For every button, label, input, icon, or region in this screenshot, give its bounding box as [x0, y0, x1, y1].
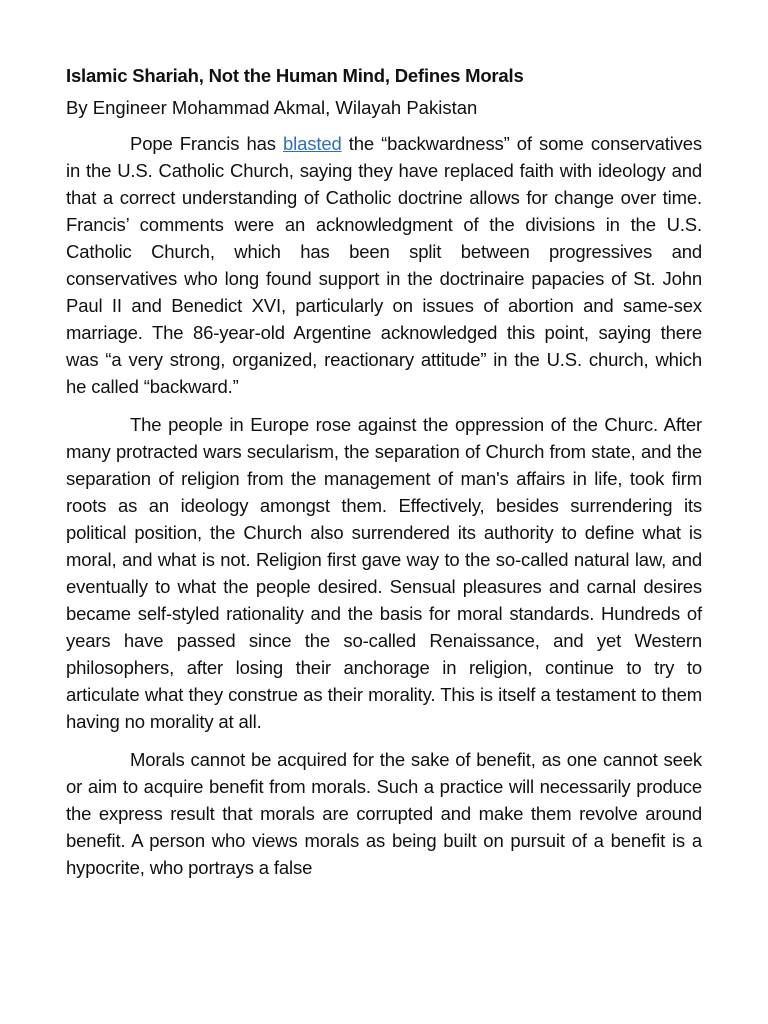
paragraph-1: [66, 130, 702, 400]
blasted-link[interactable]: blasted: [283, 133, 342, 154]
author-byline: By Engineer Mohammad Akmal, Wilayah Pakistan: [66, 97, 478, 118]
paragraph-1-intro: Pope Francis has: [130, 133, 284, 154]
document-title: Islamic Shariah, Not the Human Mind, Defines Morals: [66, 65, 524, 86]
paragraph-2: The people in Europe rose against the oppression of the Churc. After many protracted wars secularism, the separation of Church from state, and the separation of religion from the management of man's affairs in life, took firm roots as an ideology amongst them. Effectively, besides surrendering its political position, the Church also surrendered its authority to define what is moral, and what is not. Religion first gave way to the so-called natural law, and eventually to what the people desired. Sensual pleasures and carnal desires became self-styled rationality and the basis for moral standards. Hundreds of years have passed since the so-called Renaissance, and yet Western philosophers, after losing their anchorage in religion, continue to try to articulate what they construe as their morality. This is itself a testament to them having no morality at all.: [66, 414, 702, 732]
paragraph-3: Morals cannot be acquired for the sake of benefit, as one cannot seek or aim to acquire benefit from morals. Such a practice will necessarily produce the express result that morals are corrupted and make them revolve around benefit. A person who views morals as being built on pursuit of a benefit is a hypocrite, who portrays a false: [66, 749, 702, 878]
document-page: [66, 64, 702, 892]
paragraph-1-body: the “backwardness” of some conservatives in the U.S. Catholic Church, saying they have replaced faith with ideology and that a correct understanding of Catholic doctrine allows for change over time. Francis’ comments were an acknowledgment of the divisions in the U.S. Catholic Church, which has been split between progressives and conservatives who long found support in the doctrinaire papacies of St. John Paul II and Benedict XVI, particularly on issues of abortion and same-sex marriage. The 86-year-old Argentine acknowledged this point, saying there was “a very strong, organized, reactionary attitude” in the U.S. church, which he called “backward.”: [66, 133, 702, 397]
